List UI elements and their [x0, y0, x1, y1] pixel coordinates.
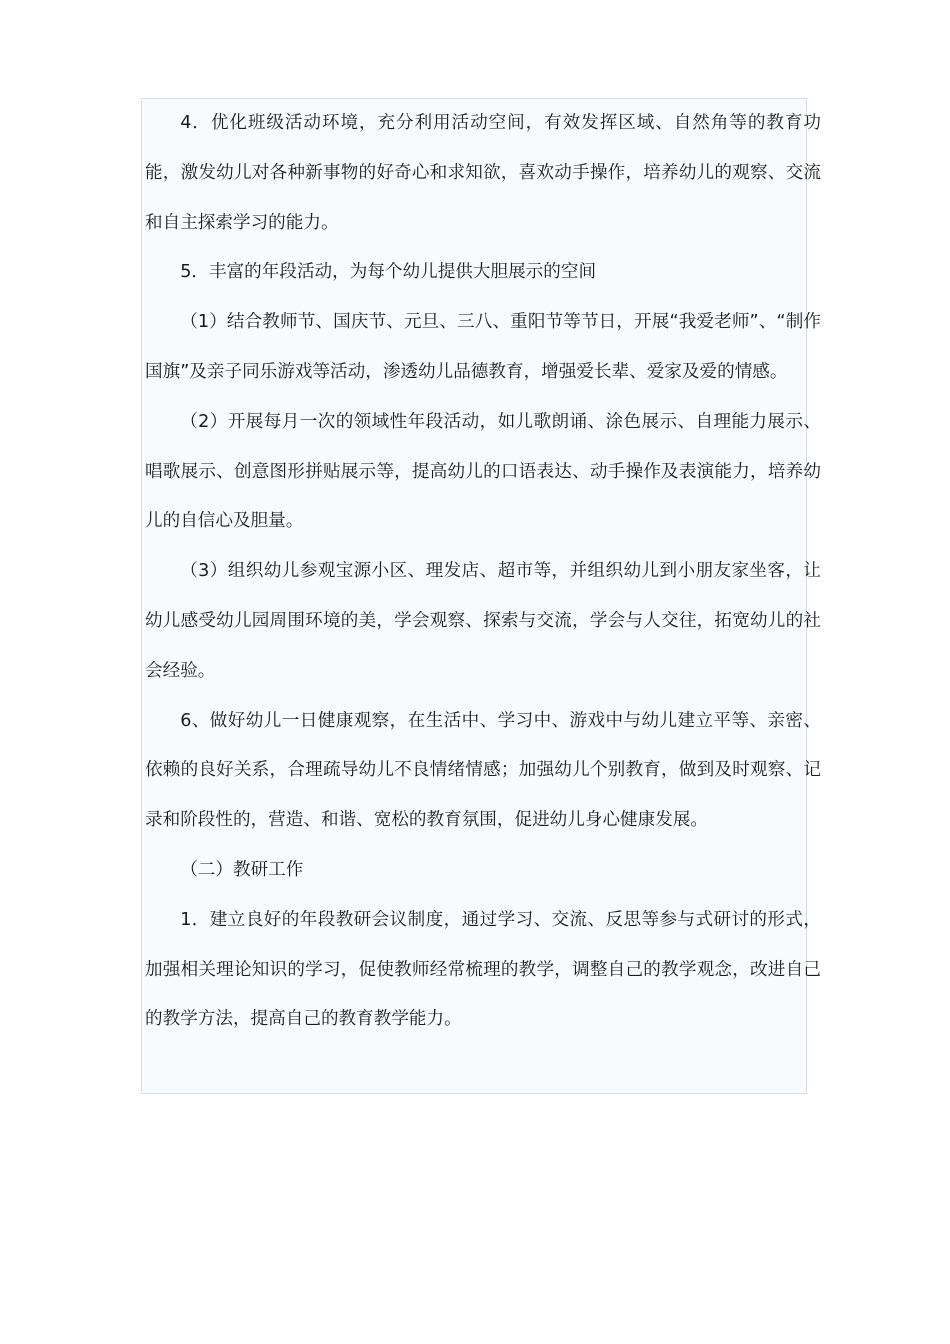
document-text-box [141, 98, 821, 1094]
paragraph-6-health-observation: 6、做好幼儿一日健康观察，在生活中、学习中、游戏中与幼儿建立平等、亲密、依赖的良好关系，合理疏导幼儿不良情绪情感；加强幼儿个别教育，做到及时观察、记录和阶段性的，营造、和谐、宽松的教育氛围，促进幼儿身心健康发展。 [145, 710, 821, 831]
section-heading-teaching-research: （二）教研工作 [180, 859, 304, 880]
paragraph-5-1-festivals: （1）结合教师节、国庆节、元旦、三八、重阳节等节日，开展“我爱老师”、“制作国旗”及亲子同乐游戏等活动，渗透幼儿品德教育，增强爱长辈、爱家及爱的情感。 [145, 312, 821, 382]
document-body [145, 99, 821, 1045]
paragraph-5-grade-activities: 5．丰富的年段活动，为每个幼儿提供大胆展示的空间 [180, 262, 597, 283]
paragraph-5-2-monthly-activities: （2）开展每月一次的领域性年段活动，如儿歌朗诵、涂色展示、自理能力展示、唱歌展示、创意图形拼贴展示等，提高幼儿的口语表达、动手操作及表演能力，培养幼儿的自信心及胆量。 [145, 411, 821, 532]
paragraph-1-research-meetings: 1．建立良好的年段教研会议制度，通过学习、交流、反思等参与式研讨的形式，加强相关理论知识的学习，促使教师经常梳理的教学，调整自己的教学观念，改进自己的教学方法，提高自己的教育教学能力。 [145, 909, 821, 1030]
paragraph-5-3-visits: （3）组织幼儿参观宝源小区、理发店、超市等，并组织幼儿到小朋友家坐客，让幼儿感受幼儿园周围环境的美，学会观察、探索与交流，学会与人交往，拓宽幼儿的社会经验。 [145, 561, 821, 681]
paragraph-4-environment: 4．优化班级活动环境，充分利用活动空间，有效发挥区域、自然角等的教育功能，激发幼儿对各种新事物的好奇心和求知欲，喜欢动手操作，培养幼儿的观察、交流和自主探索学习的能力。 [145, 113, 821, 233]
